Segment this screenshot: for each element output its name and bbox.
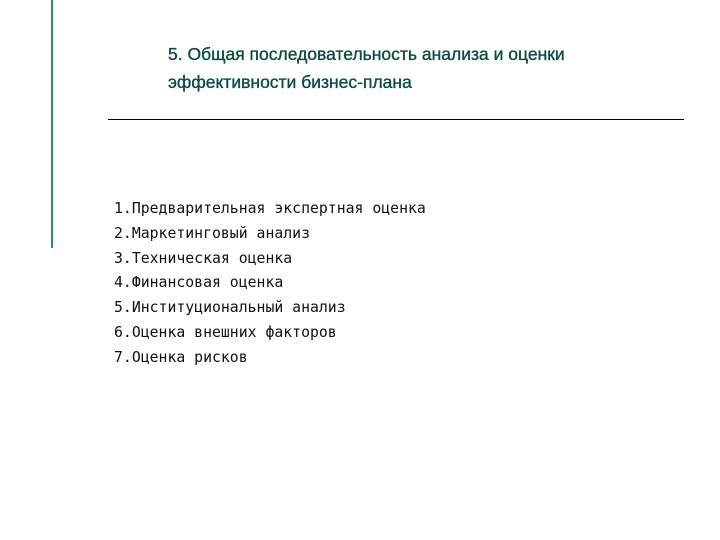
slide-title: [168, 40, 688, 96]
step-item-6: 6.Оценка внешних факторов: [114, 323, 337, 341]
step-item-3: 3.Техническая оценка: [114, 249, 293, 267]
step-item-7: 7.Оценка рисков: [114, 348, 248, 366]
slide-title-line-1: 5. Общая последовательность анализа и оценки: [168, 44, 565, 64]
step-item-5: 5.Институциональный анализ: [114, 299, 346, 317]
step-item-1: 1.Предварительная экспертная оценка: [114, 200, 426, 217]
accent-bar: [51, 0, 53, 248]
step-item-4: 4.Финансовая оценка: [114, 274, 284, 292]
steps-list: [114, 197, 426, 371]
step-item-2: 2.Маркетинговый анализ: [114, 224, 310, 242]
slide-title-line-2: эффективности бизнес-плана: [168, 72, 412, 92]
title-divider: [108, 119, 684, 120]
